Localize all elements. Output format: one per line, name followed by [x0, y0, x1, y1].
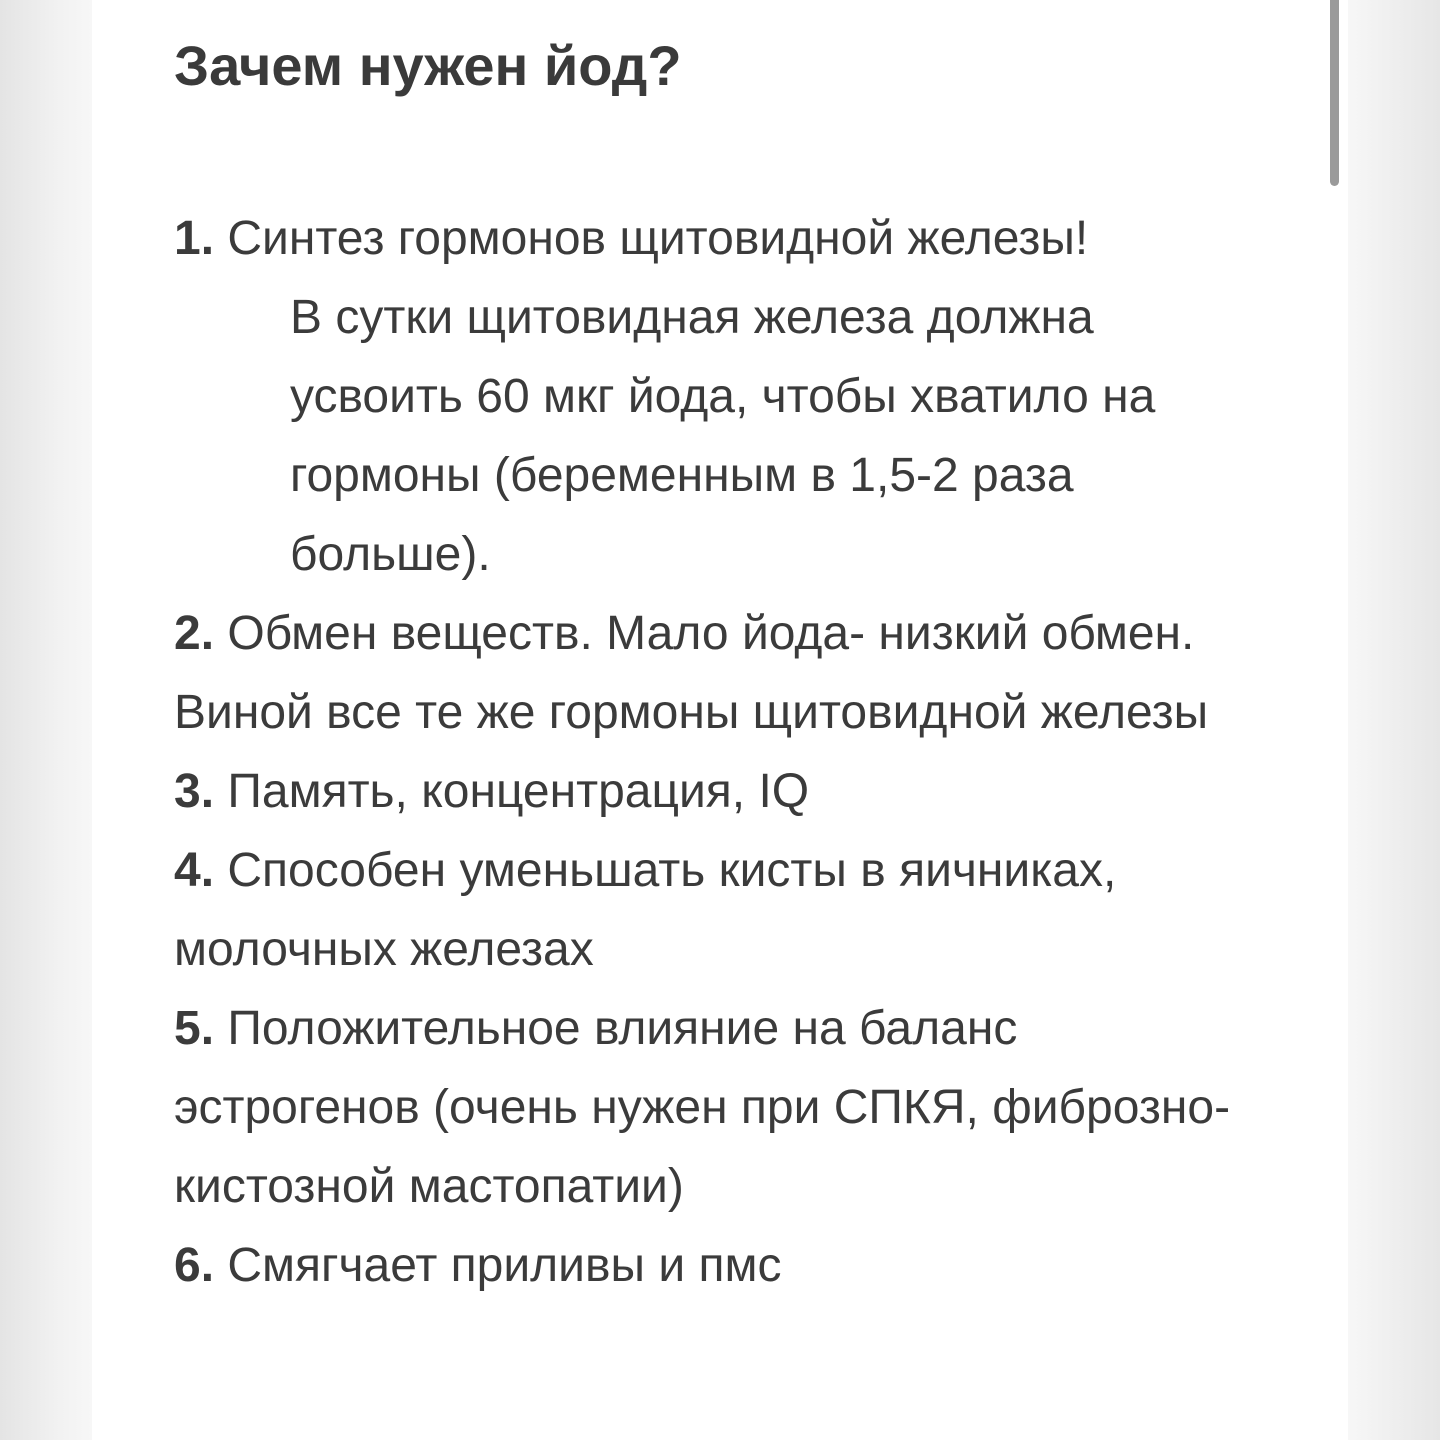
item-number: 3.	[174, 765, 215, 818]
item-number: 2.	[174, 607, 215, 660]
item-text: Память, концентрация, IQ	[227, 765, 810, 818]
list-item	[174, 831, 1264, 989]
item-number: 4.	[174, 844, 215, 897]
list-item	[174, 1226, 1264, 1305]
item-text: Синтез гормонов щитовидной железы!	[227, 212, 1089, 265]
list-item	[174, 199, 1264, 594]
item-subtext: В сутки щитовидная железа должна усвоить 60 мкг йода, чтобы хватило на гормоны (беременным в 1,5-2 раза больше).	[290, 291, 1156, 581]
page-title: Зачем нужен йод?	[174, 34, 682, 97]
scrollbar-thumb[interactable]	[1330, 0, 1339, 186]
item-number: 1.	[174, 212, 215, 265]
item-text: Положительное влияние на баланс эстрогенов (очень нужен при СПКЯ, фиброзно-кистозной мастопатии)	[174, 1002, 1231, 1213]
item-number: 6.	[174, 1239, 215, 1292]
list-item	[174, 989, 1264, 1226]
list-item	[174, 752, 1264, 831]
item-text: Смягчает приливы и пмс	[227, 1239, 782, 1292]
item-text: Обмен веществ. Мало йода- низкий обмен. Виной все те же гормоны щитовидной железы	[174, 607, 1209, 739]
benefits-list	[174, 199, 1264, 1305]
item-text: Способен уменьшать кисты в яичниках, молочных железах	[174, 844, 1117, 976]
item-number: 5.	[174, 1002, 215, 1055]
list-item	[174, 594, 1264, 752]
